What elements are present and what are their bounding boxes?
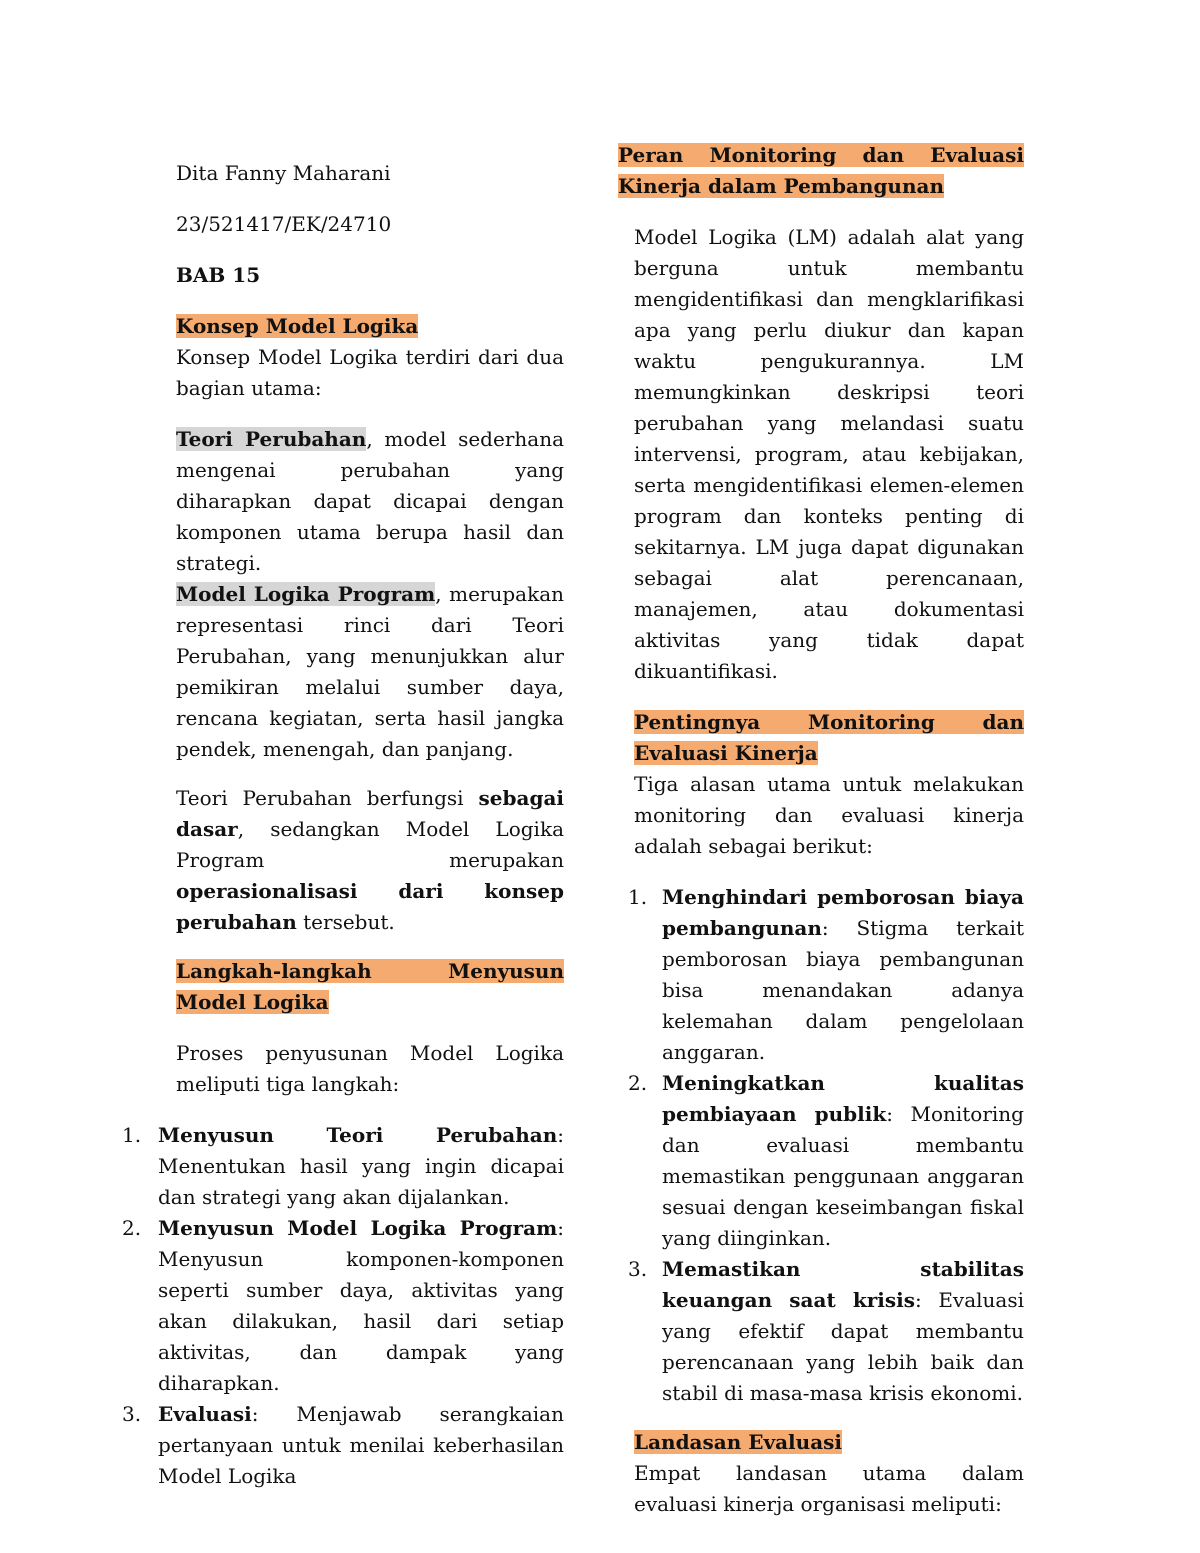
paragraph-langkah: Proses penyusunan Model Logika meliputi tiga langkah:: [176, 1041, 564, 1096]
reason-description: : Evaluasi yang efektif dapat membantu perencanaan yang lebih baik dan stabil di masa-masa krisis ekonomi.: [662, 1288, 1024, 1405]
reasons-list: [628, 882, 1024, 1409]
mlp-description: , merupakan representasi rinci dari Teori Perubahan, yang menunjukkan alur pemikiran melalui sumber daya, rencana kegiatan, serta hasil jangka pendek, menengah, dan panjang.: [176, 582, 564, 761]
paragraph-fungsi: [176, 783, 564, 938]
reason-term: Meningkatkan kualitas pembiayaan publik: [662, 1071, 1024, 1126]
list-number: 2.: [628, 1071, 648, 1095]
list-number: 3.: [122, 1402, 142, 1426]
list-item: [122, 1399, 564, 1492]
list-item: [628, 882, 1024, 1068]
fungsi-bold-2: operasionalisasi dari konsep perubahan: [176, 879, 564, 934]
heading-peran-text: Peran Monitoring dan Evaluasi Kinerja dalam Pembangunan: [618, 143, 1024, 198]
paragraph-mlp: [176, 579, 564, 765]
steps-list: [122, 1120, 564, 1492]
fungsi-text-1: Teori Perubahan berfungsi: [176, 786, 479, 810]
list-item: [122, 1120, 564, 1213]
term-teori-perubahan: Teori Perubahan: [176, 427, 367, 451]
heading-konsep: [176, 311, 564, 342]
fungsi-bold-1: sebagai dasar: [176, 786, 564, 841]
step-description: : Menjawab serangkaian pertanyaan untuk menilai keberhasilan Model Logika: [158, 1402, 564, 1488]
fungsi-text-2: , sedangkan Model Logika Program merupakan: [176, 817, 564, 872]
reason-description: : Monitoring dan evaluasi membantu memastikan penggunaan anggaran sesuai dengan keseimbangan fiskal yang diinginkan.: [662, 1102, 1024, 1250]
list-item: [628, 1254, 1024, 1409]
list-item: [122, 1213, 564, 1399]
step-term: Menyusun Teori Perubahan: [158, 1123, 558, 1147]
heading-landasan: [634, 1427, 1024, 1458]
step-term: Evaluasi: [158, 1402, 252, 1426]
paragraph-landasan: Empat landasan utama dalam evaluasi kinerja organisasi meliputi:: [634, 1461, 1024, 1516]
paragraph-penting: Tiga alasan utama untuk melakukan monitoring dan evaluasi kinerja adalah sebagai berikut:: [634, 772, 1024, 858]
teori-description: , model sederhana mengenai perubahan yang diharapkan dapat dicapai dengan komponen utama berupa hasil dan strategi.: [176, 427, 564, 575]
heading-langkah: [176, 956, 564, 1018]
fungsi-text-3: tersebut.: [296, 910, 395, 934]
paragraph-peran: Model Logika (LM) adalah alat yang berguna untuk membantu mengidentifikasi dan mengklarifikasi apa yang perlu diukur dan kapan waktu pengukurannya. LM memungkinkan deskripsi teori perubahan yang melandasi suatu intervensi, program, atau kebijakan, serta mengidentifikasi elemen-elemen program dan konteks penting di sekitarnya. LM juga dapat digunakan sebagai alat perencanaan, manajemen, atau dokumentasi aktivitas yang tidak dapat dikuantifikasi.: [634, 225, 1024, 683]
list-item: [628, 1068, 1024, 1254]
step-term: Menyusun Model Logika Program: [158, 1216, 558, 1240]
heading-peran: [618, 140, 1024, 202]
student-id: 23/521417/EK/24710: [176, 212, 392, 236]
heading-penting-text: Pentingnya Monitoring dan Evaluasi Kinerja: [634, 710, 1024, 765]
list-number: 3.: [628, 1257, 648, 1281]
list-number: 1.: [122, 1123, 142, 1147]
paragraph-konsep: Konsep Model Logika terdiri dari dua bagian utama:: [176, 345, 564, 400]
reason-term: Menghindari pemborosan biaya pembangunan: [662, 885, 1024, 940]
author-name: Dita Fanny Maharani: [176, 161, 391, 185]
chapter-title: BAB 15: [176, 263, 261, 287]
reason-description: : Stigma terkait pemborosan biaya pembangunan bisa menandakan adanya kelemahan dalam pengelolaan anggaran.: [662, 916, 1024, 1064]
heading-langkah-text: Langkah-langkah Menyusun Model Logika: [176, 959, 564, 1014]
paragraph-teori: [176, 424, 564, 579]
right-column: [618, 140, 1024, 1520]
list-number: 1.: [628, 885, 648, 909]
heading-penting: [634, 707, 1024, 769]
step-description: : Menyusun komponen-komponen seperti sumber daya, aktivitas yang akan dilakukan, hasil dari setiap aktivitas, dan dampak yang diharapkan.: [158, 1216, 564, 1395]
reason-term: Memastikan stabilitas keuangan saat krisis: [662, 1257, 1024, 1312]
left-column: [122, 158, 564, 1492]
heading-landasan-text: Landasan Evaluasi: [634, 1430, 843, 1454]
step-description: : Menentukan hasil yang ingin dicapai dan strategi yang akan dijalankan.: [158, 1123, 564, 1209]
list-number: 2.: [122, 1216, 142, 1240]
heading-konsep-text: Konsep Model Logika: [176, 314, 419, 338]
term-model-logika-program: Model Logika Program: [176, 582, 436, 606]
